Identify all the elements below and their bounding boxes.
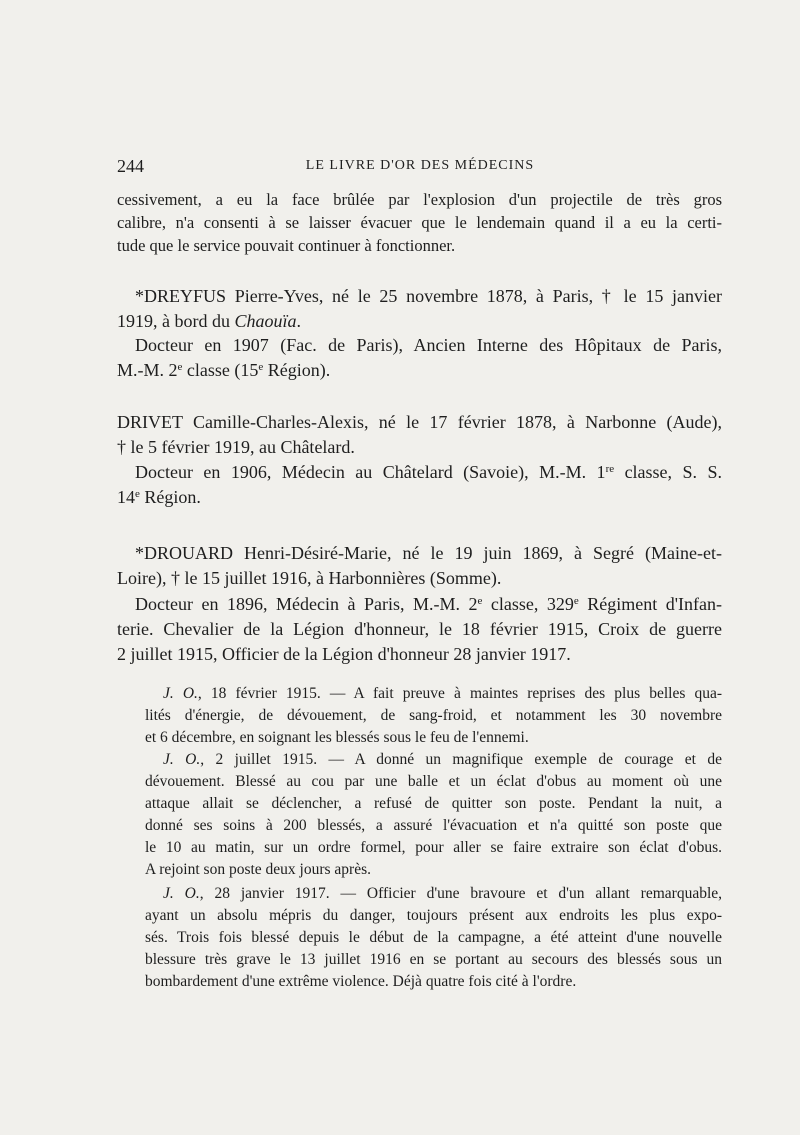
text-line: J. O., 18 février 1915. — A fait preuve à maintes reprises des plus belles qua- bbox=[163, 685, 722, 702]
text-line: tude que le service pouvait continuer à fonctionner. bbox=[117, 236, 456, 255]
text-line: et 6 décembre, en soignant les blessés sous le feu de l'ennemi. bbox=[145, 729, 529, 746]
text-line: attaque allait se déclencher, a refusé de quitter son poste. Pendant la nuit, a bbox=[145, 795, 722, 812]
text-line: lités d'énergie, de dévouement, de sang-froid, et notamment les 30 novembre bbox=[145, 707, 722, 724]
text-line: Loire), † le 15 juillet 1916, à Harbonnières (Somme). bbox=[117, 568, 502, 588]
continuation-paragraph bbox=[117, 188, 722, 257]
text-line: dévouement. Blessé au cou par une balle et un éclat d'obus au moment où une bbox=[145, 773, 722, 790]
text-line: DRIVET Camille-Charles-Alexis, né le 17 février 1878, à Narbonne (Aude), bbox=[117, 412, 722, 432]
entry-drouard-header bbox=[117, 541, 722, 591]
text-line: blessure très grave le 13 juillet 1916 en se portant au secours des blessés sous un bbox=[145, 951, 722, 968]
citation-1 bbox=[145, 683, 722, 749]
running-title: LE LIVRE D'OR DES MÉDECINS bbox=[305, 158, 535, 173]
citation-2 bbox=[145, 749, 722, 881]
entry-drouard-career bbox=[117, 592, 722, 667]
page-number: 244 bbox=[117, 156, 144, 176]
entry-dreyfus-header bbox=[117, 284, 722, 334]
journal-ref: J. O. bbox=[163, 885, 200, 902]
journal-ref: J. O. bbox=[163, 751, 201, 768]
citation-3 bbox=[145, 883, 722, 993]
entry-drivet-career bbox=[117, 460, 722, 510]
text-line: Docteur en 1906, Médecin au Châtelard (Savoie), M.-M. 1re classe, S. S. bbox=[135, 462, 722, 482]
text-line: Docteur en 1896, Médecin à Paris, M.-M. 2e classe, 329e Régiment d'Infan- bbox=[135, 594, 723, 614]
text-line: ayant un absolu mépris du danger, toujours présent aux endroits les plus expo- bbox=[145, 907, 722, 924]
text-line: terie. Chevalier de la Légion d'honneur, le 18 février 1915, Croix de guerre bbox=[117, 619, 722, 639]
text-line: 14e Région. bbox=[117, 487, 201, 507]
text-line: Docteur en 1907 (Fac. de Paris), Ancien Interne des Hôpitaux de Paris, bbox=[135, 335, 722, 355]
text-line: donné ses soins à 200 blessés, a assuré l'évacuation et n'a quitté son poste que bbox=[145, 817, 722, 834]
text-line: calibre, n'a consenti à se laisser évacuer que le lendemain quand il a eu la certi- bbox=[117, 213, 722, 232]
text-line: le 10 au matin, sur un ordre formel, pour aller se faire extraire son éclat d'obus. bbox=[145, 839, 722, 856]
entry-dreyfus-career bbox=[117, 333, 722, 383]
text-line: J. O., 28 janvier 1917. — Officier d'une bravoure et d'un allant remarquable, bbox=[163, 885, 723, 902]
text-line: sés. Trois fois blessé depuis le début de la campagne, a été atteint d'une nouvelle bbox=[145, 929, 722, 946]
text-line: 2 juillet 1915, Officier de la Légion d'honneur 28 janvier 1917. bbox=[117, 644, 571, 664]
text-line: J. O., 2 juillet 1915. — A donné un magnifique exemple de courage et de bbox=[163, 751, 722, 768]
text-line: † le 5 février 1919, au Châtelard. bbox=[117, 437, 355, 457]
text-line: *DREYFUS Pierre-Yves, né le 25 novembre 1878, à Paris, † le 15 janvier bbox=[135, 286, 722, 306]
page-header bbox=[117, 156, 723, 180]
text-line: 1919, à bord du Chaouïa. bbox=[117, 311, 301, 331]
text-line: cessivement, a eu la face brûlée par l'explosion d'un projectile de très gros bbox=[117, 190, 722, 209]
ship-name: Chaouïa bbox=[234, 311, 297, 331]
journal-ref: J. O. bbox=[163, 685, 198, 702]
text-line: M.-M. 2e classe (15e Région). bbox=[117, 360, 331, 380]
text-line: bombardement d'une extrême violence. Déjà quatre fois cité à l'ordre. bbox=[145, 973, 577, 990]
text-line: *DROUARD Henri-Désiré-Marie, né le 19 juin 1869, à Segré (Maine-et- bbox=[135, 543, 722, 563]
text-line: A rejoint son poste deux jours après. bbox=[145, 861, 372, 878]
entry-drivet-header bbox=[117, 410, 722, 460]
